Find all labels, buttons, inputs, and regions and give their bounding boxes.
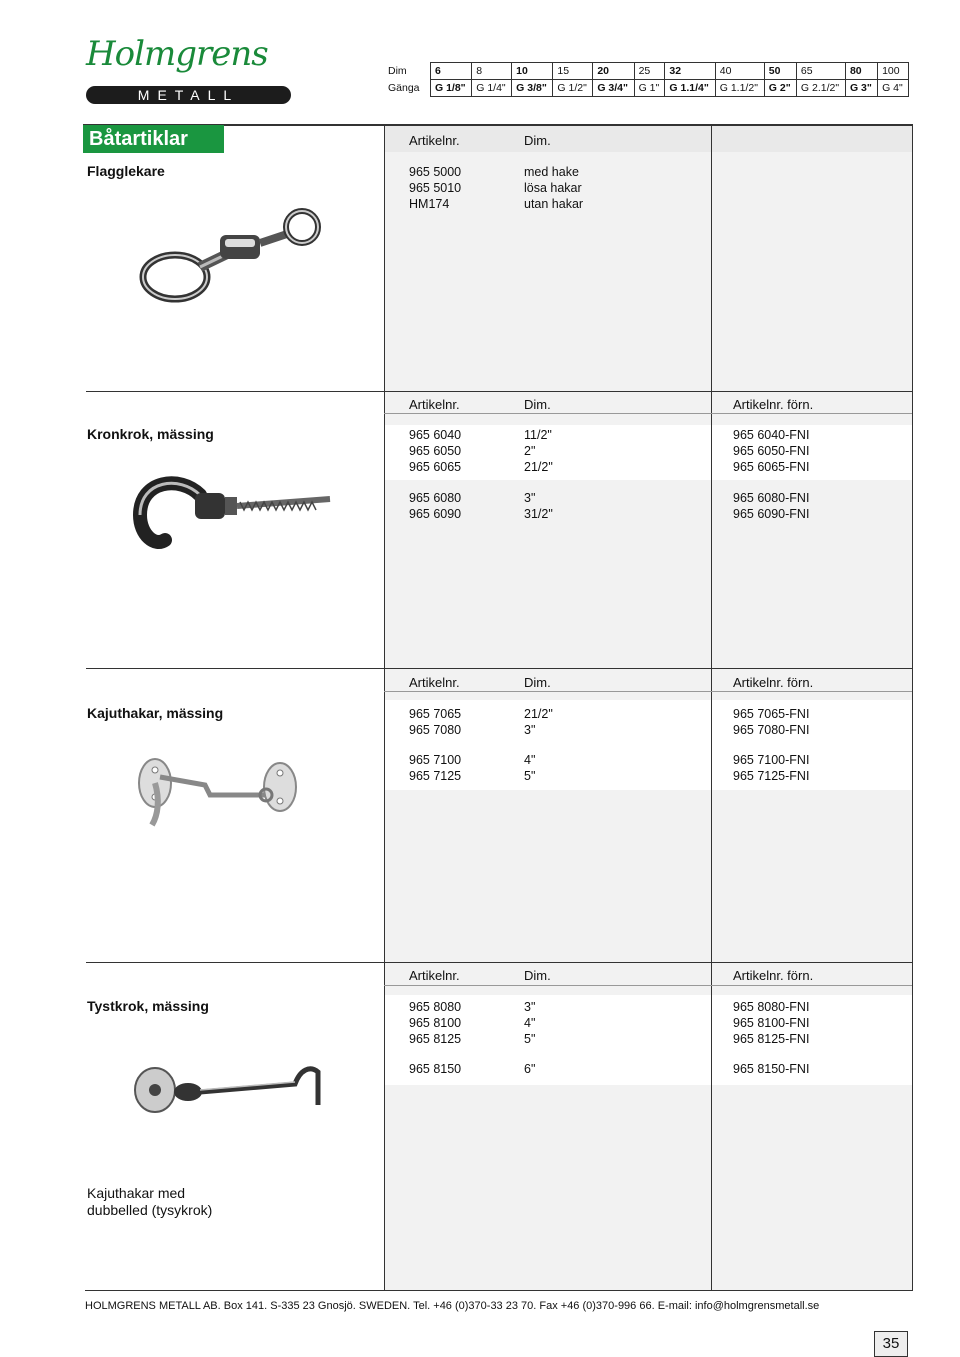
forn-cell: 965 6040-FNI xyxy=(733,428,810,442)
dim-cell: 6 xyxy=(431,63,472,80)
dim-cell: 21/2" xyxy=(524,707,553,721)
dim-cell: 15 xyxy=(553,63,593,80)
art-cell: 965 8080 xyxy=(409,1000,462,1014)
col-header-art: Artikelnr. xyxy=(409,133,460,148)
product-name: Tystkrok, mässing xyxy=(87,998,209,1014)
dim-cell: 8 xyxy=(472,63,512,80)
dim-cell: 4" xyxy=(524,1016,536,1030)
logo-bar: METALL xyxy=(86,86,291,104)
dim-cell: utan hakar xyxy=(524,197,584,211)
footer: HOLMGRENS METALL AB. Box 141. S-335 23 Gnosjö. SWEDEN. Tel. +46 (0)370-33 23 70. Fax +46 (0)370-996 66. E-mail: info@holmgrensmetall.se xyxy=(85,1300,820,1312)
dim-cell: 32 xyxy=(665,63,715,80)
art-cell: 965 6080 xyxy=(409,491,462,505)
col-header-dim: Dim. xyxy=(524,133,551,148)
divider xyxy=(384,413,912,414)
silent-hook-image xyxy=(130,1060,330,1120)
divider xyxy=(86,668,912,669)
divider xyxy=(384,126,385,1290)
dim-cell: 80 xyxy=(845,63,877,80)
thread-cell: G 2" xyxy=(764,80,796,97)
divider xyxy=(912,126,913,1290)
thread-cell: G 1/2" xyxy=(553,80,593,97)
forn-cell: 965 8125-FNI xyxy=(733,1032,810,1046)
dim-cell: 3" xyxy=(524,1000,536,1014)
thread-cell: G 3/8" xyxy=(512,80,553,97)
dim-cell: 50 xyxy=(764,63,796,80)
thread-cell: G 3" xyxy=(845,80,877,97)
product-name: Kronkrok, mässing xyxy=(87,426,214,442)
row-band xyxy=(384,700,913,790)
dim-row xyxy=(384,63,909,80)
col-header-forn: Artikelnr. förn. xyxy=(733,675,814,690)
thread-cell: G 3/4" xyxy=(593,80,634,97)
thread-row xyxy=(384,80,909,97)
note xyxy=(87,1185,212,1219)
col-header-art: Artikelnr. xyxy=(409,675,460,690)
forn-cell: 965 8080-FNI xyxy=(733,1000,810,1014)
dim-cell: 20 xyxy=(593,63,634,80)
forn-cell: 965 8150-FNI xyxy=(733,1062,810,1076)
thread-cell: G 1.1/2" xyxy=(715,80,764,97)
art-cell: 965 6065 xyxy=(409,460,462,474)
art-cell: 965 8100 xyxy=(409,1016,462,1030)
col-header-art: Artikelnr. xyxy=(409,397,460,412)
col-header-dim: Dim. xyxy=(524,397,551,412)
art-cell: 965 5010 xyxy=(409,181,462,195)
art-cell: 965 6050 xyxy=(409,444,462,458)
art-cell: 965 6090 xyxy=(409,507,462,521)
dim-cell: med hake xyxy=(524,165,579,179)
art-cell: HM174 xyxy=(409,197,450,211)
dim-cell: 3" xyxy=(524,723,536,737)
art-cell: 965 8125 xyxy=(409,1032,462,1046)
thread-cell: G 1/4" xyxy=(472,80,512,97)
col-header-dim: Dim. xyxy=(524,675,551,690)
header-band xyxy=(384,126,913,152)
row-band xyxy=(384,995,913,1085)
dim-cell: 3" xyxy=(524,491,536,505)
forn-cell: 965 7065-FNI xyxy=(733,707,810,721)
dim-cell: 5" xyxy=(524,1032,536,1046)
divider xyxy=(384,985,912,986)
divider xyxy=(384,691,912,692)
col-header-forn: Artikelnr. förn. xyxy=(733,397,814,412)
divider xyxy=(86,962,912,963)
dimension-table xyxy=(384,62,909,97)
dim-cell: 4" xyxy=(524,753,536,767)
forn-cell: 965 7080-FNI xyxy=(733,723,810,737)
forn-cell: 965 7125-FNI xyxy=(733,769,810,783)
flag-swivel-image xyxy=(130,205,330,315)
col-header-dim: Dim. xyxy=(524,968,551,983)
art-cell: 965 7125 xyxy=(409,769,462,783)
col-header-forn: Artikelnr. förn. xyxy=(733,968,814,983)
dim-cell: 10 xyxy=(512,63,553,80)
art-cell: 965 6040 xyxy=(409,428,462,442)
note-line: dubbelled (tysykrok) xyxy=(87,1202,213,1218)
dim-cell: 2" xyxy=(524,444,536,458)
forn-cell: 965 6090-FNI xyxy=(733,507,810,521)
art-cell: 965 7065 xyxy=(409,707,462,721)
logo-script: Holmgrens xyxy=(86,34,268,74)
art-cell: 965 7080 xyxy=(409,723,462,737)
dim-cell: 5" xyxy=(524,769,536,783)
dim-row-label: Dim xyxy=(388,65,407,77)
forn-cell: 965 6050-FNI xyxy=(733,444,810,458)
dim-cell: 11/2" xyxy=(524,428,552,442)
page-number: 35 xyxy=(874,1331,908,1357)
dim-cell: lösa hakar xyxy=(524,181,582,195)
dim-cell: 21/2" xyxy=(524,460,553,474)
forn-cell: 965 6080-FNI xyxy=(733,491,810,505)
divider xyxy=(711,126,712,1290)
forn-cell: 965 7100-FNI xyxy=(733,753,810,767)
dim-cell: 31/2" xyxy=(524,507,553,521)
dim-cell: 25 xyxy=(634,63,665,80)
product-name: Kajuthakar, mässing xyxy=(87,705,224,721)
dim-cell: 6" xyxy=(524,1062,536,1076)
forn-cell: 965 6065-FNI xyxy=(733,460,810,474)
cup-hook-image xyxy=(125,475,340,555)
row-band xyxy=(384,425,913,480)
dim-cell: 100 xyxy=(878,63,909,80)
section-title: Båtartiklar xyxy=(83,125,224,153)
forn-cell: 965 8100-FNI xyxy=(733,1016,810,1030)
art-cell: 965 5000 xyxy=(409,165,462,179)
note-line: Kajuthakar med xyxy=(87,1185,186,1201)
art-cell: 965 7100 xyxy=(409,753,462,767)
thread-cell: G 2.1/2" xyxy=(796,80,845,97)
thread-cell: G 1/8" xyxy=(431,80,472,97)
thread-row-label: Gänga xyxy=(388,82,420,94)
divider xyxy=(85,1290,913,1291)
divider xyxy=(86,391,912,392)
dim-cell: 65 xyxy=(796,63,845,80)
art-cell: 965 8150 xyxy=(409,1062,462,1076)
thread-cell: G 4" xyxy=(878,80,909,97)
thread-cell: G 1.1/4" xyxy=(665,80,715,97)
col-header-art: Artikelnr. xyxy=(409,968,460,983)
dim-cell: 40 xyxy=(715,63,764,80)
product-name: Flagglekare xyxy=(87,163,165,179)
thread-cell: G 1" xyxy=(634,80,665,97)
cabin-hook-image xyxy=(130,755,310,835)
